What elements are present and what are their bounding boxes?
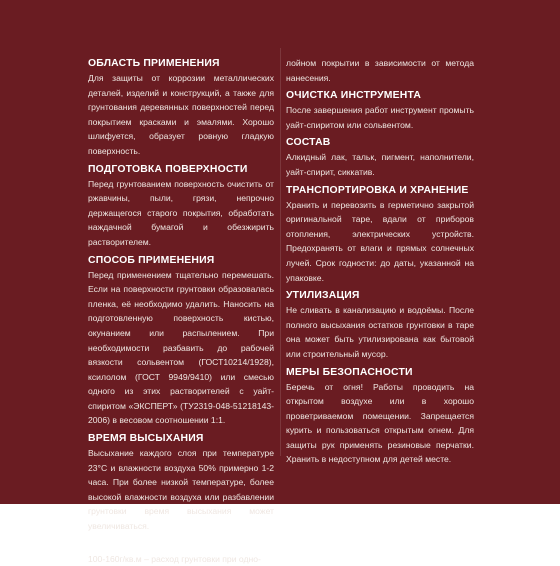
section-text-surface-prep: Перед грунтованием поверхность очистить от ржавчины, пыли, грязи, непрочно держащегося старого покрытия, обработать наждачной бумагой и обезжирить растворителем. [88,178,274,247]
section-text-consumption: 100-160г/кв.м – расход грунтовки при одно- [88,553,261,564]
section-title-surface-prep: ПОДГОТОВКА ПОВЕРХНОСТИ [88,163,248,175]
section-title-application: ОБЛАСТЬ ПРИМЕНЕНИЯ [88,58,220,69]
left-column [88,57,274,566]
section-text-tool-cleaning: После завершения работ инструмент промыть уайт-спиритом или сольвентом. [286,105,474,130]
section-text-safety: Беречь от огня! Работы проводить на открытом воздухе или в хорошо проветриваемом помещении. Запрещается курить и пользоваться открытым огнем. Для защиты рук применять резиновые перчатки. Хранить в недоступном для детей месте. [286,381,474,465]
section-title-drying-time: ВРЕМЯ ВЫСЫХАНИЯ [88,433,204,445]
section-text-application: Для защиты от коррозии металлических деталей, изделий и конструкций, а также для грунтования деревянных поверхностей перед покрытием красками и эмалями. Хорошо шлифуется, образует ровную гладкую поверхность. [88,73,274,156]
section-title-method: СПОСОБ ПРИМЕНЕНИЯ [88,254,215,266]
section-title-transport-storage: ТРАНСПОРТИРОВКА И ХРАНЕНИЕ [286,184,469,196]
section-title-safety: МЕРЫ БЕЗОПАСНОСТИ [286,366,413,378]
column-divider [280,48,281,456]
section-title-disposal: УТИЛИЗАЦИЯ [286,290,360,302]
right-column [286,56,474,467]
section-text-composition: Алкидный лак, тальк, пигмент, наполнители, уайт-спирит, сиккатив. [286,152,474,177]
section-text-drying-time: Высыхание каждого слоя при температуре 23°С и влажности воздуха 50% примерно 1-2 часа. При более низкой температуре, более высокой влажности воздуха или разбавлении грунтовки время высыхания может увеличиваться. [88,448,274,532]
section-title-composition: СОСТАВ [286,137,331,149]
section-text-method: Перед применением тщательно перемешать. Если на поверхности грунтовки образовалась пленка, её необходимо удалить. Наносить на подготовленную поверхность кистью, окунанием или распылением. При необходимости разбавить до рабочей вязкости сольвентом (ГОСТ10214/1928), ксилолом (ГОСТ 9949/9410) или смесью одного из этих растворителей с уайт-спиритом «ЭКСПЕРТ» (ТУ2319-048-51218143-2006) в весовом соотношении 1:1. [88,269,274,426]
section-text-transport-storage: Хранить и перевозить в герметично закрытой оригинальной таре, вдали от приборов отопления, электрических устройств. Предохранять от влаги и прямых солнечных лучей. Срок годности: до даты, указанной на упаковке. [286,199,474,283]
section-text-consumption-continued: лойном покрытии в зависимости от метода нанесения. [286,58,474,83]
section-title-tool-cleaning: ОЧИСТКА ИНСТРУМЕНТА [286,90,422,102]
section-text-disposal: Не сливать в канализацию и водоёмы. После полного высыхания остатков грунтовки в таре она может быть утилизирована как бытовой или строительный мусор. [286,305,474,359]
section-title-consumption: РАСХОД [88,538,132,550]
